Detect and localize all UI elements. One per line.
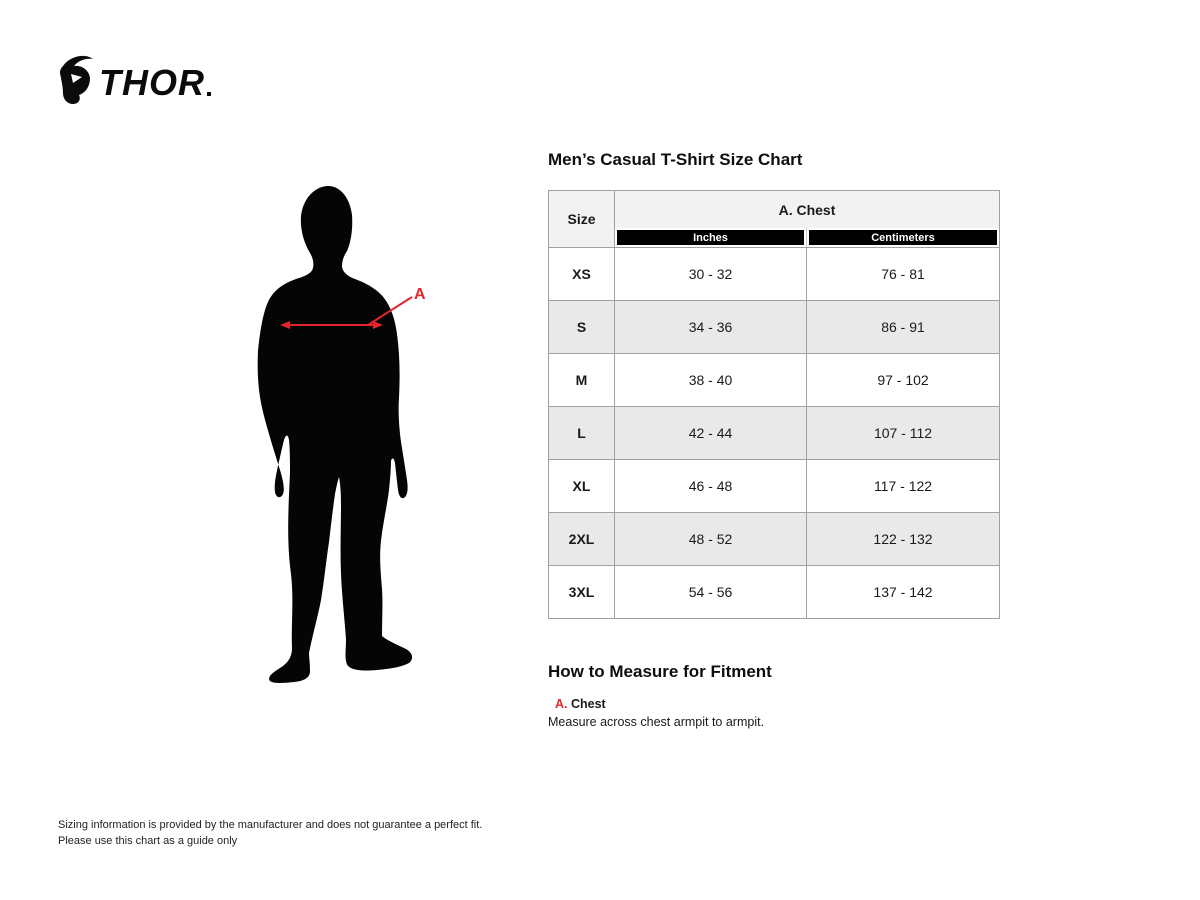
measure-item-name: Chest	[570, 697, 606, 711]
column-header-inches: Inches	[617, 230, 804, 245]
size-label-cell: XL	[549, 460, 615, 512]
centimeters-value-cell: 137 - 142	[873, 584, 933, 600]
size-table-row	[549, 565, 999, 618]
centimeters-value-cell: 107 - 112	[873, 425, 933, 441]
subheader-cell-inches	[615, 228, 807, 247]
size-table-row	[549, 459, 999, 512]
centimeters-value-cell: 97 - 102	[877, 372, 929, 388]
size-label-cell: M	[549, 354, 615, 406]
size-label-cell: XS	[549, 248, 615, 300]
inches-value-cell: 30 - 32	[615, 248, 807, 300]
size-label-cell: 3XL	[549, 566, 615, 618]
disclaimer-line-2: Please use this chart as a guide only	[58, 834, 238, 847]
thor-logo	[55, 52, 225, 110]
inches-value-cell: 48 - 52	[615, 513, 807, 565]
size-table-row	[549, 300, 999, 353]
size-label-cell: 2XL	[549, 513, 615, 565]
centimeters-value-cell: 76 - 81	[881, 266, 925, 282]
size-table-header	[549, 191, 999, 247]
brand-name: THOR	[99, 62, 205, 103]
sizing-disclaimer	[58, 818, 482, 850]
size-table-row	[549, 406, 999, 459]
inches-value-cell: 46 - 48	[615, 460, 807, 512]
logo-trademark-dot	[207, 92, 211, 96]
size-chart-panel	[548, 150, 1000, 729]
measure-heading: How to Measure for Fitment	[548, 662, 772, 681]
inches-value-cell: 42 - 44	[615, 407, 807, 459]
measure-item-letter: A.	[555, 697, 568, 711]
size-chart-title: Men’s Casual T-Shirt Size Chart	[548, 150, 803, 169]
size-table-row	[549, 512, 999, 565]
fitment-figure	[230, 170, 460, 730]
size-table-body	[549, 247, 999, 618]
inches-value-cell: 54 - 56	[615, 566, 807, 618]
column-header-chest: A. Chest	[615, 191, 999, 228]
size-label-cell: L	[549, 407, 615, 459]
disclaimer-line-1: Sizing information is provided by the manufacturer and does not guarantee a perfect fit.	[58, 819, 483, 831]
measure-item-chest	[555, 697, 1000, 711]
size-table-row	[549, 353, 999, 406]
centimeters-value-cell: 86 - 91	[881, 319, 925, 335]
size-label-cell: S	[549, 301, 615, 353]
male-silhouette	[258, 186, 412, 683]
chest-marker-label: A	[414, 286, 426, 303]
column-header-centimeters: Centimeters	[809, 230, 997, 245]
size-table	[548, 190, 1000, 619]
measure-section	[548, 662, 1000, 729]
column-header-size: Size	[549, 191, 615, 247]
subheader-cell-centimeters	[807, 228, 999, 247]
centimeters-value-cell: 117 - 122	[873, 478, 933, 494]
size-table-row	[549, 247, 999, 300]
inches-value-cell: 34 - 36	[615, 301, 807, 353]
measure-item-description: Measure across chest armpit to armpit.	[548, 715, 765, 729]
centimeters-value-cell: 122 - 132	[873, 531, 933, 547]
inches-value-cell: 38 - 40	[615, 354, 807, 406]
